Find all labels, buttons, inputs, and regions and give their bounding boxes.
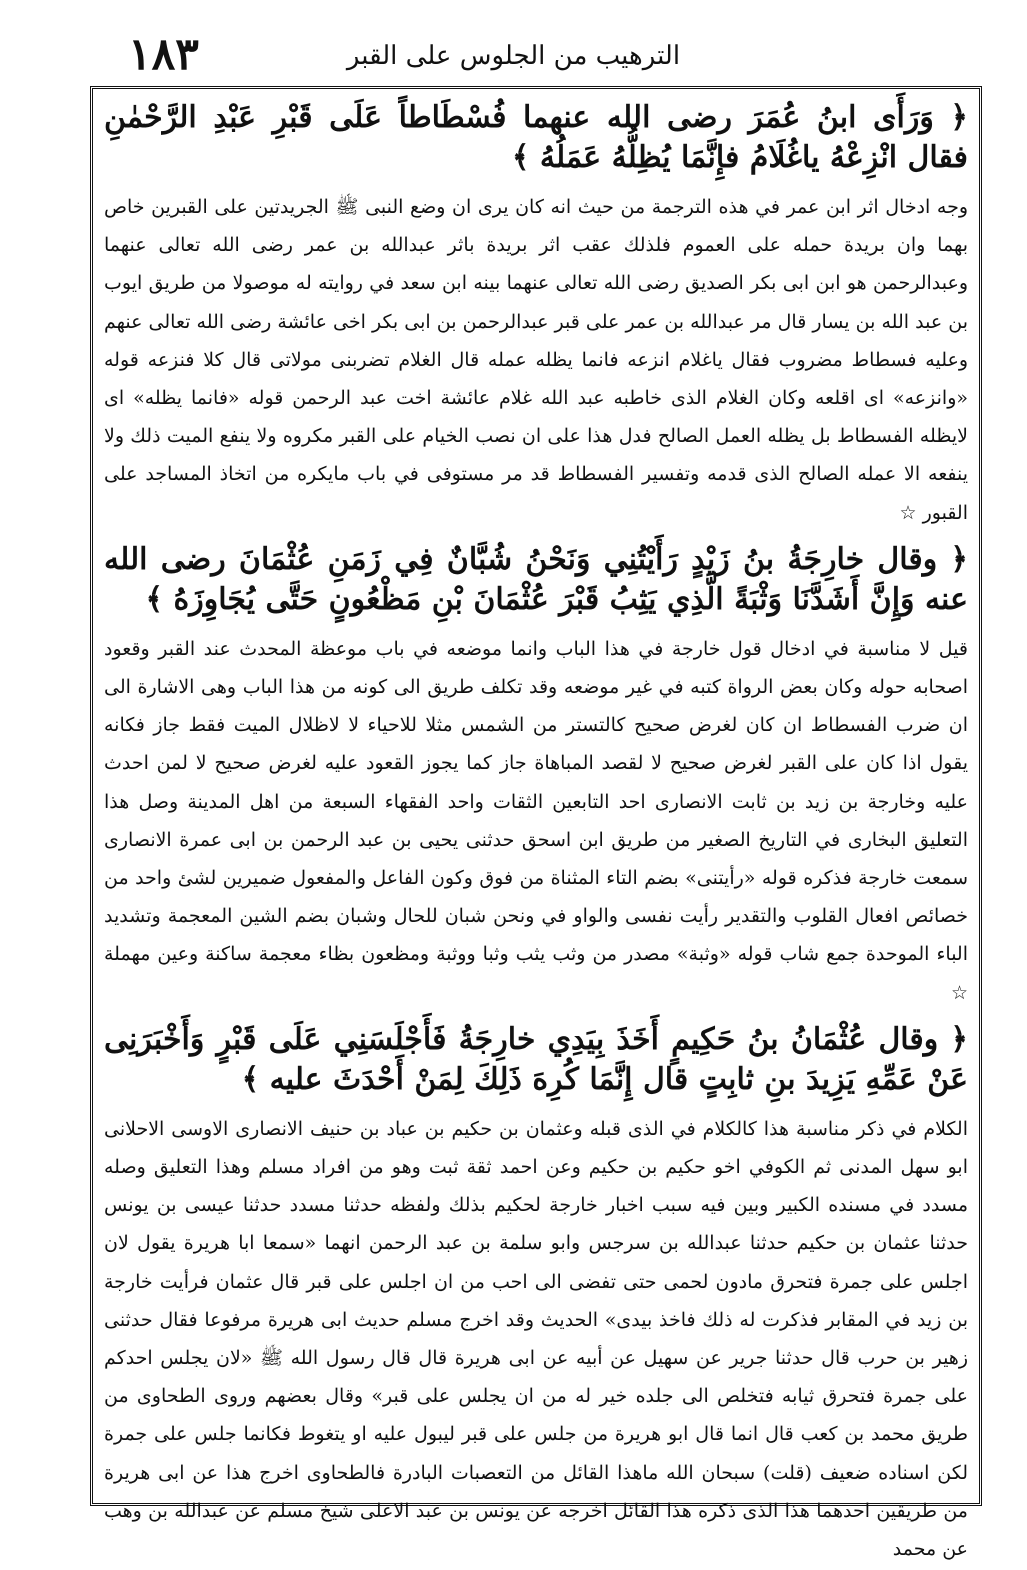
- commentary-paragraph: وجه ادخال اثر ابن عمر في هذه الترجمة من حيث انه كان يرى ان وضع النبى ﷺ الجريدتين على القبرين خاص بهما وان بريدة حمله على العموم فلذلك عقب اثر بريدة باثر عبدالله بن عمر رضى الله تعالى عنهما وعبدالرحمن هو ابن ابى بكر الصديق رضى الله تعالى عنهما بينه ابن سعد في روايته له موصولا من طريق ايوب بن عبد الله بن يسار قال مر عبدالله بن عمر على قبر عبدالرحمن بن ابى بكر اخى عائشة رضى الله تعالى عنهم وعليه فسطاط مضروب فقال ياغلام انزعه فانما يظله عمله قال الغلام تضربنى مولاتى قال كلا فنزعه قوله «وانزعه» اى اقلعه وكان الغلام الذى خاطبه عبد الله غلام عائشة اخت عبد الرحمن قوله «فانما يظله» اى لايظله الفسطاط بل يظله العمل الصالح فدل هذا على ان نصب الخيام على القبر مكروه ولا ينفع الميت ذلك ولا ينفعه الا عمله الصالح الذى قدمه وتفسير الفسطاط قد مر مستوفى في باب مايكره من اتخاذ المساجد على القبور ☆: [104, 196, 968, 524]
- page-content: [100, 92, 972, 1561]
- commentary-paragraph: قيل لا مناسبة في ادخال قول خارجة في هذا الباب وانما موضعه في باب موعظة المحدث عند القبر وقعود اصحابه حوله وكان بعض الرواة كتبه في غير موضعه وقد تكلف طريق الى كونه من هذا الباب وهى الاشارة الى ان ضرب الفسطاط ان كان لغرض صحيح كالتستر من الشمس مثلا للاحياء لا لاظلال الميت فقط جاز فكانه يقول اذا كان على القبر لغرض صحيح لا لقصد المباهاة جاز كما يجوز القعود عليه لغرض صحيح لا لمن احدث عليه وخارجة بن زيد بن ثابت الانصارى احد التابعين الثقات واحد الفقهاء السبعة من اهل المدينة وصل هذا التعليق البخارى في التاريخ الصغير من طريق ابن اسحق حدثنى يحيى بن عبد الرحمن بن ابى عمرة الانصارى سمعت خارجة فذكره قوله «رأيتنى» بضم التاء المثناة من فوق وكون الفاعل والمفعول ضميرين لشئ واحد من خصائص افعال القلوب والتقدير رأيت نفسى والواو في ونحن شبان للحال وشبان بضم الشين المعجمة وتشديد الباء الموحدة جمع شاب قوله «وثبة» مصدر من وثب يثب وثبا ووثبة ومظعون بظاء معجمة ساكنة وعين مهملة ☆: [104, 637, 968, 1004]
- running-title: الترهيب من الجلوس على القبر: [346, 41, 681, 71]
- commentary-text: [104, 1110, 968, 1568]
- hadith-text: ﴿ وقال خارِجَةُ بنُ زَيْدٍ رَأَيْتُنِي وَنَحْنُ شُبَّانٌ فِي زَمَنِ عُثْمَانَ رضى الله عنه وَإِنَّ أَشَدَّنَا وَثْبَةً الَّذِي يَثِبُ قَبْرَ عُثْمَانَ بْنِ مَظْعُونٍ حَتَّى يُجَاوِزَهُ ﴾: [104, 541, 968, 617]
- commentary-text: [104, 188, 968, 532]
- commentary-text: [104, 630, 968, 1012]
- hadith-text: ﴿ وقال عُثْمَانُ بنُ حَكِيمٍ أَخَذَ بِيَدِي خارِجَةُ فَأَجْلَسَنِي عَلَى قَبْرٍ وَأَخْبَرَنِى عَنْ عَمِّهِ يَزِيدَ بنِ ثابِتٍ قال إِنَّمَا كُرِهَ ذَلِكَ لِمَنْ أَحْدَثَ عليه ﴾: [104, 1021, 968, 1097]
- commentary-paragraph: الكلام في ذكر مناسبة هذا كالكلام في الذى قبله وعثمان بن حكيم بن عباد بن حنيف الانصارى الاوسى الاحلانى ابو سهل المدنى ثم الكوفي اخو حكيم بن حكيم وعن احمد ثقة ثبت وهو من افراد مسلم وهذا التعليق وصله مسدد في مسنده الكبير وبين فيه سبب اخبار خارجة لحكيم بذلك ولفظه حدثنا مسدد حدثنا عيسى بن يونس حدثنا عثمان بن حكيم حدثنا عبدالله بن سرجس وابو سلمة بن عبد الرحمن انهما «سمعا ابا هريرة يقول لان اجلس على جمرة فتحرق مادون لحمى حتى تفضى الى احب من ان اجلس على قبر قال عثمان فرأيت خارجة بن زيد في المقابر فذكرت له ذلك فاخذ بيدى» الحديث وقد اخرج مسلم حديث ابى هريرة مرفوعا فقال حدثنى زهير بن حرب قال حدثنا جرير عن سهيل عن أبيه عن ابى هريرة قال قال رسول الله ﷺ «لان يجلس احدكم على جمرة فتحرق ثيابه فتخلص الى جلده خير له من ان يجلس على قبر» وقال بعضهم وروى الطحاوى من طريق محمد بن كعب قال انما قال ابو هريرة من جلس على قبر ليبول عليه او يتغوط فكانما جلس على جمرة لكن اسناده ضعيف (قلت) سبحان الله ماهذا القائل من التعصبات البادرة فالطحاوى اخرج هذا عن ابى هريرة من طريقين احدهما هذا الذى ذكره هذا القائل اخرجه عن يونس بن عبد الاعلى شيخ مسلم عن عبدالله بن وهب عن محمد: [104, 1117, 968, 1561]
- page-number: ١٨٣: [128, 29, 199, 80]
- hadith-text: ﴿ وَرَأَى ابنُ عُمَرَ رضى الله عنهما فُسْطَاطاً عَلَى قَبْرِ عَبْدِ الرَّحْمٰنِ فقال انْزِعْهُ ياغُلَامُ فإِنَّمَا يُظِلُّهُ عَمَلُهُ ﴾: [104, 100, 969, 175]
